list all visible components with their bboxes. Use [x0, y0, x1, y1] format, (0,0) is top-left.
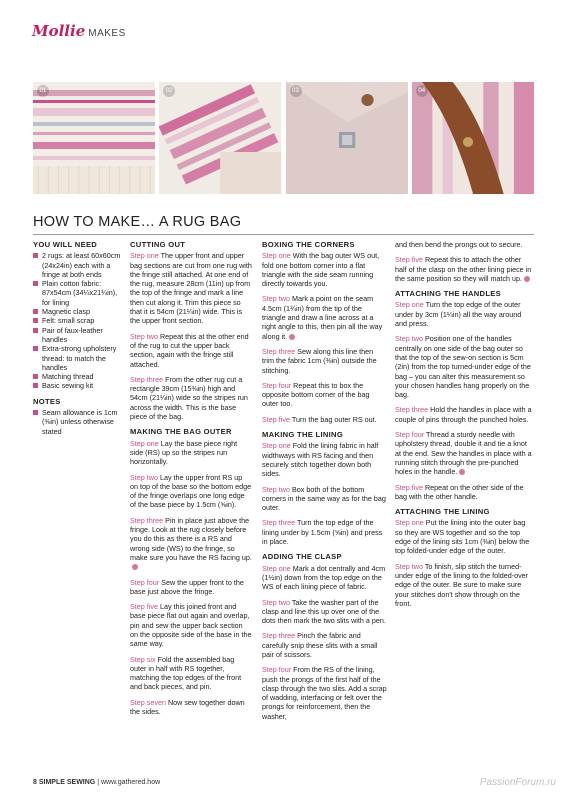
step-paragraph: Step five Repeat on the other side of the bag with the other handle.: [395, 482, 524, 501]
step-paragraph: Step one Mark a dot centrally and 4cm (1½in) down from the top edge on the WS of each lining piece of fabric.: [262, 563, 386, 592]
step-paragraph: Step five Lay this joined front and base piece flat out again and overlap, pin and sew the upper back section on the opposite side of the base in the same way.: [130, 602, 252, 649]
step-paragraph: Step five Turn the bag outer RS out.: [262, 414, 377, 424]
step-paragraph: Step three Turn the top edge of the lining under by 1.5cm (⅝in) and press in place.: [262, 518, 383, 547]
photo-number: 04: [416, 85, 428, 97]
step-paragraph: Step two Repeat this at the other end of the rug to cut the upper back section, again with the fringe still attached.: [130, 331, 249, 369]
title-divider: [33, 234, 534, 235]
step-marker-icon: [524, 276, 530, 282]
column-boxing: [262, 240, 387, 727]
section-heading: ATTACHING THE HANDLES: [395, 289, 501, 299]
step-paragraph: Step three Sew along this line then trim the fabric 1cm (⅜in) outside the stitching.: [262, 346, 377, 375]
step-paragraph: Step two Position one of the handles centrally on one side of the bag outer so that the top of the sew-on section is 5cm (2in) from the top turned-under edge of the bag – you can alter this measurement so your chosen handles hang properly on the bag.: [395, 334, 531, 400]
step-paragraph: Step two Box both of the bottom corners in the same way as for the bag outer.: [262, 484, 386, 513]
step-paragraph: Step seven Now sew together down the sides.: [130, 697, 245, 717]
step-paragraph: Step one Put the lining into the outer bag so they are WS together and so the top edge of the lining sits 1cm (⅜in) below the top folded-under edge of the outer.: [395, 518, 530, 556]
step-paragraph: Step three Pin in place just above the fringe. Look at the rug closely before you do this as there is a RS and wrong side (WS) to the fringe, so make sure you have the RS facing up.: [130, 516, 252, 572]
list-item: Magnetic clasp: [33, 307, 123, 316]
step-marker-icon: [289, 334, 295, 340]
step-marker-icon: [132, 564, 138, 570]
photo-number: 01: [37, 85, 49, 97]
list-item: Plain cotton fabric: 87x54cm (34¼x21¼in), for lining: [33, 279, 123, 307]
step-paragraph: Step one With the bag outer WS out, fold one bottom corner into a flat triangle with the side seam running directly towards you.: [262, 251, 380, 289]
page-header: [32, 22, 126, 42]
photo-striped-rug: [33, 82, 155, 194]
step-paragraph: Step two Lay the upper front RS up on top of the base so the bottom edge of the fringe overlaps one long edge of the base piece by 1.5cm (⅝in).: [130, 472, 252, 510]
section-heading: CUTTING OUT: [130, 240, 186, 249]
photo-number: 02: [163, 85, 175, 97]
step-paragraph: Step one The upper front and upper bag sections are cut from one rug with the fringe still attached. At one end of the rug, measure 28cm (11in) up from the top of the fringe and mark a line then cut along it. Trim this piece so that it is 54cm (21¼in) wide. This is the upper front section.: [130, 251, 252, 326]
list-item: 2 rugs: at least 60x60cm (24x24in) each with a fringe at both ends: [33, 251, 123, 279]
list-item: Felt: small scrap: [33, 316, 123, 325]
column-materials: [33, 240, 123, 442]
section-heading: ADDING THE CLASP: [262, 552, 342, 562]
list-item: Extra-strong upholstery thread: to match the handles: [33, 344, 123, 372]
brand-logo: Mollie: [32, 22, 86, 40]
list-item: Seam allowance is 1cm (⅜in) unless otherwise stated: [33, 408, 123, 436]
list-item: Matching thread: [33, 372, 123, 381]
photo-lining-clasp: [286, 82, 408, 194]
step-paragraph: Step three Hold the handles in place with a couple of pins through the punched holes.: [395, 405, 532, 424]
step-paragraph: Step two Take the washer part of the clasp and line this up over one of the dots then mark the two slits with a pen.: [262, 597, 386, 626]
step-paragraph: Step two Mark a point on the seam 4.5cm (1¾in) from the tip of the triangle and draw a line across at a right angle to this, then pin all the way along it.: [262, 294, 383, 341]
column-handles: [395, 240, 533, 614]
page-number: 8: [33, 779, 37, 786]
step-paragraph: Step four Repeat this to box the opposite bottom corner of the bag outer too.: [262, 380, 370, 409]
photo-folded-bag: [159, 82, 281, 194]
step-paragraph: Step one Turn the top edge of the outer under by 3cm (1¼in) all the way around and press.: [395, 300, 522, 329]
step-paragraph: Step two To finish, slip stitch the turned-under edge of the lining to the folded-over edge of the outer. Be sure to make sure your stitches don't show through on the front.: [395, 561, 529, 608]
magazine-name: SIMPLE SEWING: [38, 779, 96, 786]
section-heading: YOU WILL NEED: [33, 240, 98, 249]
footer-separator: |: [97, 779, 100, 786]
step-paragraph: Step three From the other rug cut a rectangle 39cm (15⅜in) high and 54cm (21¼in) wide so the stripes run across the width. This is the base piece of the bag.: [130, 374, 248, 422]
step-paragraph: and then bend the prongs out to secure.: [395, 240, 523, 249]
page-title: HOW TO MAKE… A RUG BAG: [33, 214, 242, 230]
step-paragraph: Step five Repeat this to attach the other half of the clasp on the other lining piece in the same position so they will match up.: [395, 255, 532, 283]
list-item: Basic sewing kit: [33, 381, 123, 390]
photo-number: 03: [290, 85, 302, 97]
column-cutting: [130, 240, 252, 722]
website-link[interactable]: www.gathered.how: [101, 779, 161, 786]
step-paragraph: Step four Thread a sturdy needle with upholstery thread, double it and tie a knot at the end. Sew the handles in place with a running stitch through the pre-punched holes in the handle.: [395, 430, 532, 477]
watermark: PassionForum.ru: [479, 777, 556, 788]
step-paragraph: Step four Sew the upper front to the base just above the fringe.: [130, 577, 244, 596]
section-heading: MAKING THE LINING: [262, 430, 344, 440]
materials-list: [33, 251, 123, 390]
step-marker-icon: [459, 469, 465, 475]
section-heading: BOXING THE CORNERS: [262, 240, 355, 249]
photo-strip: [33, 82, 534, 194]
step-paragraph: Step four From the RS of the lining, push the prongs of the first half of the clasp through the two slits. Add a scrap of wadding, interfacing or felt over the prongs for reinforcement, then the washer,: [262, 665, 387, 721]
section-label: MAKES: [88, 28, 126, 39]
list-item: Pair of faux-leather handles: [33, 326, 123, 345]
notes-list: [33, 408, 123, 436]
step-paragraph: Step three Pinch the fabric and carefully snip these slits with a small pair of scissors.: [262, 631, 378, 659]
photo-handle: [412, 82, 534, 194]
section-heading: NOTES: [33, 396, 61, 406]
step-paragraph: Step six Fold the assembled bag outer in half with RS together, matching the top edges of the front and back pieces, and pin.: [130, 654, 242, 692]
section-heading: ATTACHING THE LINING: [395, 507, 490, 517]
section-heading: MAKING THE BAG OUTER: [130, 427, 232, 437]
page-footer: [33, 779, 160, 786]
step-paragraph: Step one Lay the base piece right side (RS) up so the stripes run horizontally.: [130, 438, 238, 467]
step-paragraph: Step one Fold the lining fabric in half widthways with RS facing and then securely stitch together down both sides.: [262, 441, 379, 479]
